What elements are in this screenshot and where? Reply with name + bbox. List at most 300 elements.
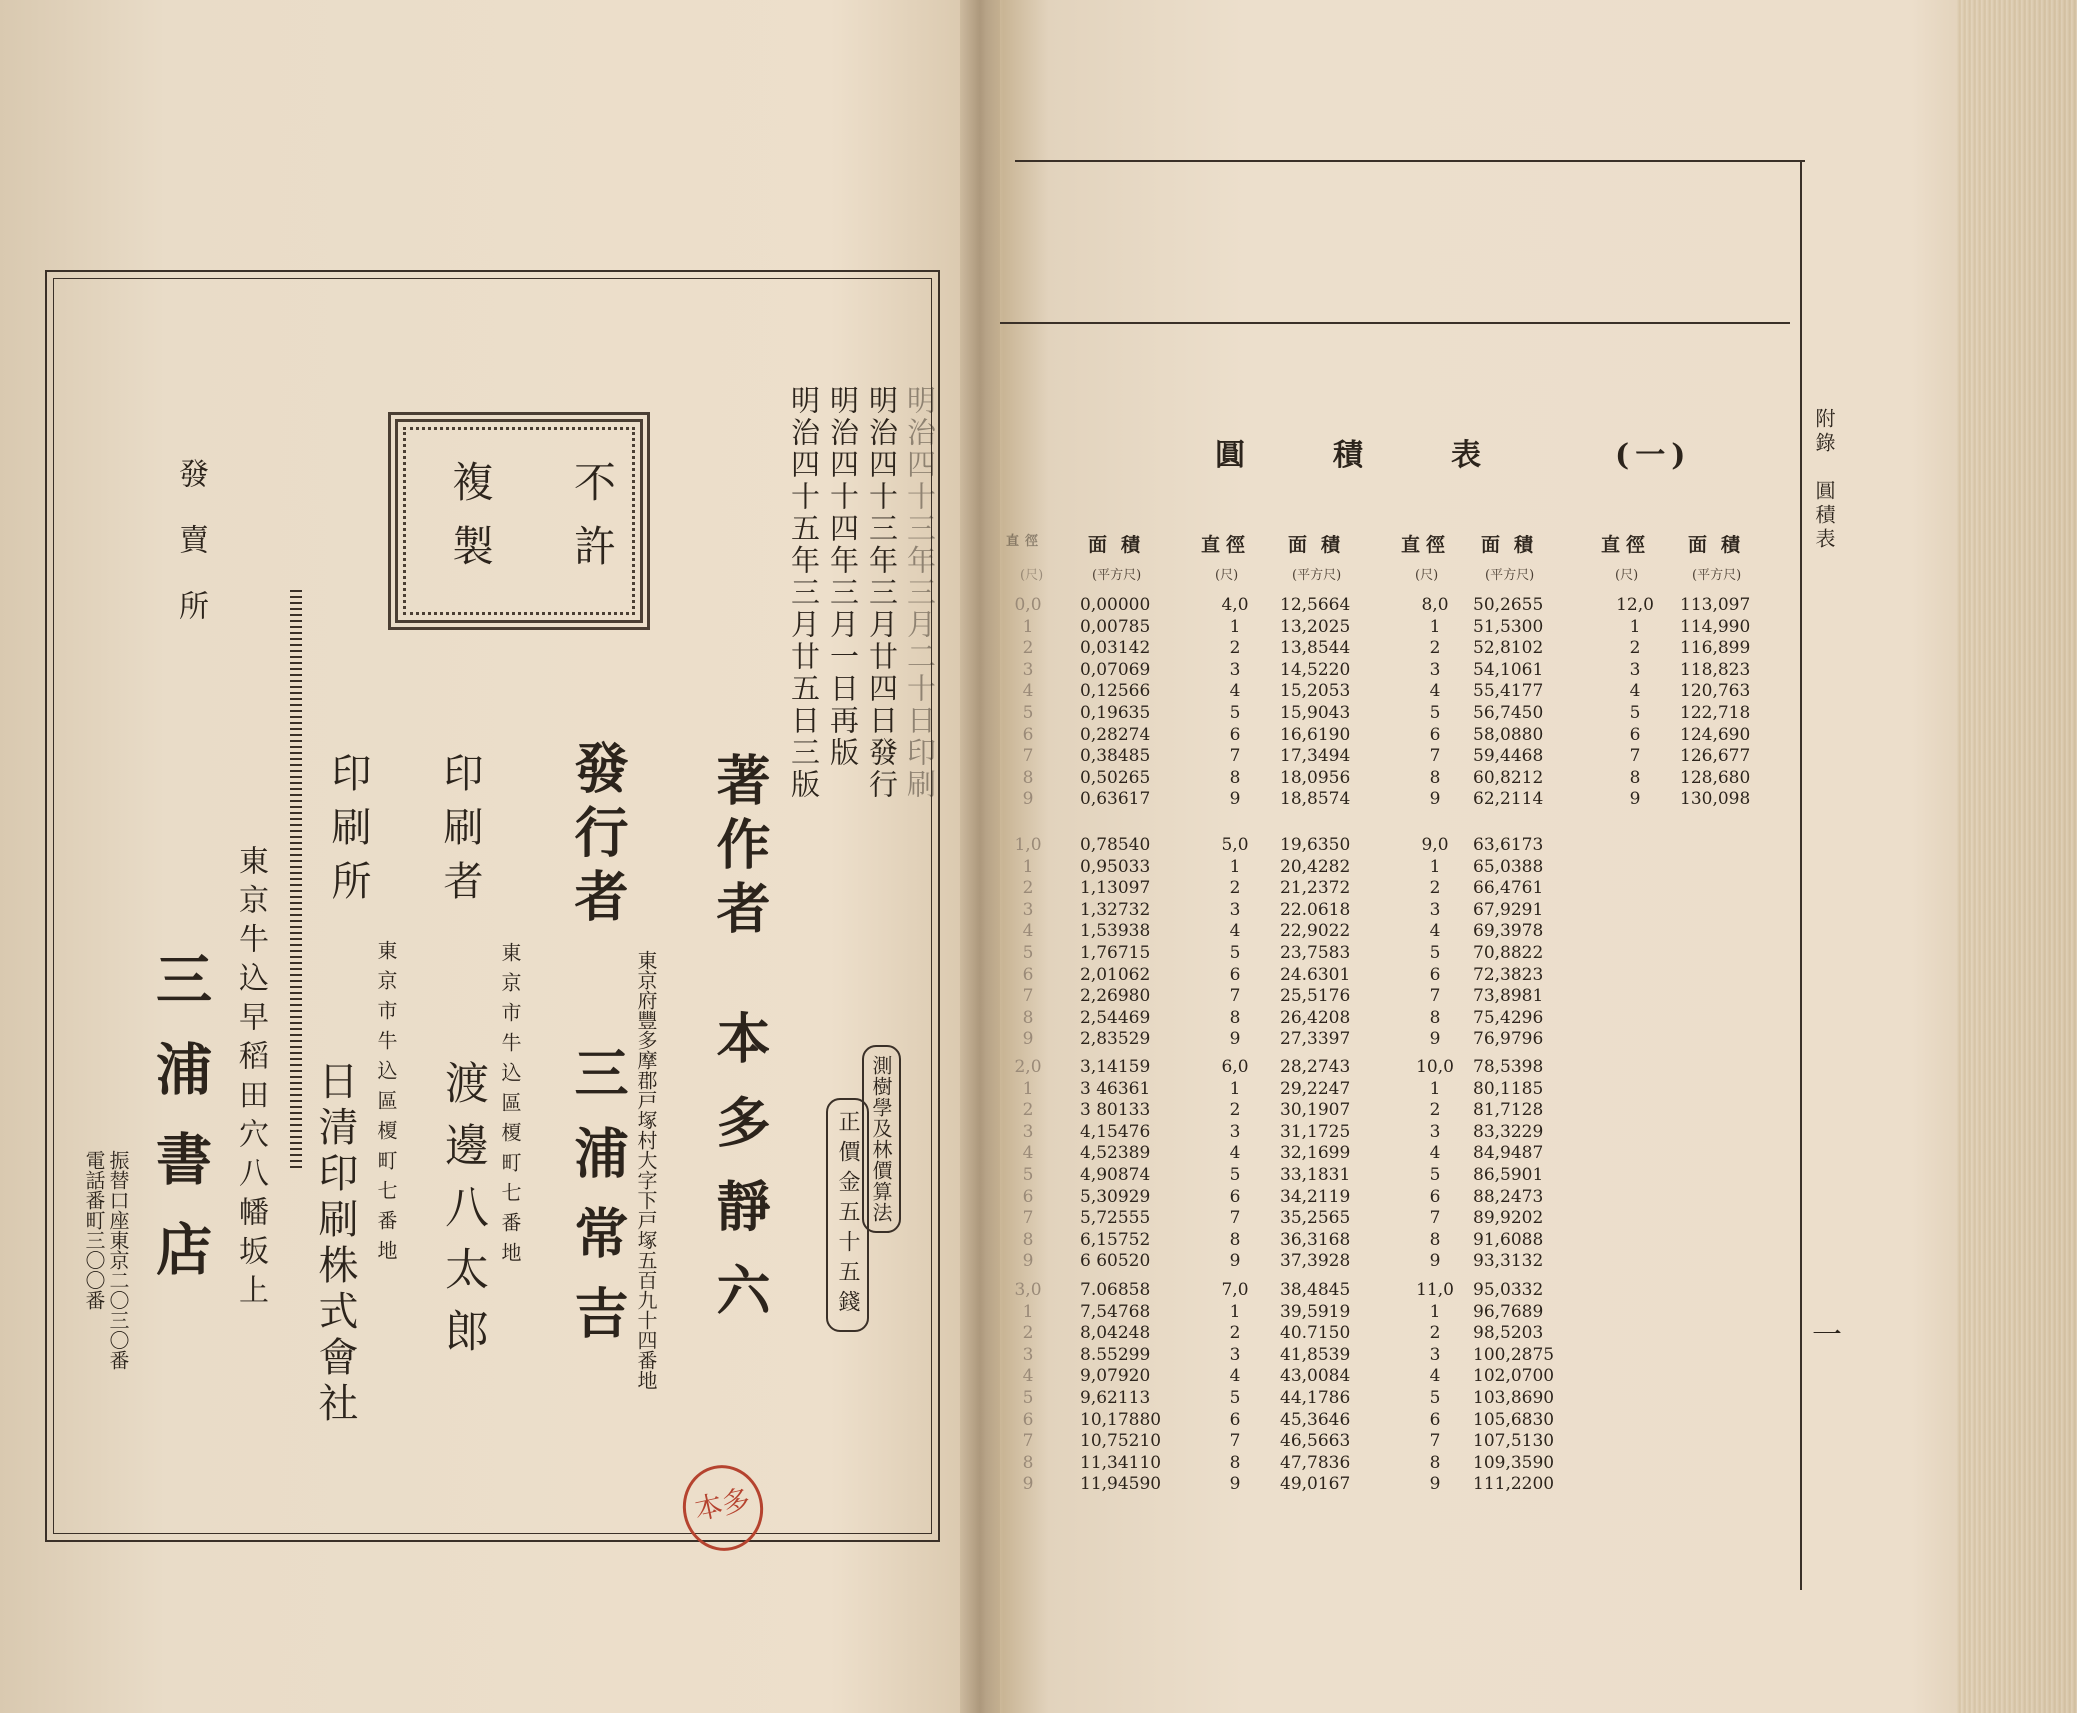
table-cell: 6 [1429,1409,1441,1430]
table-cell: 7 [1022,1208,1034,1229]
table-cell: 126,677 [1680,746,1751,767]
table-cell: 1 [1229,856,1241,877]
table-cell: 72,3823 [1473,964,1544,985]
table-column-d3-group-4 [1405,1280,1465,1496]
table-cell: 1,53938 [1080,921,1151,942]
table-cell: 8 [1022,1452,1034,1473]
table-cell: 7 [1429,1208,1441,1229]
table-cell: 26,4208 [1280,1007,1351,1028]
publish-date-line: 明治四十三年三月廿四日發行 [865,385,899,801]
table-cell: 96,7689 [1473,1301,1544,1322]
table-column-a3-group-4 [1473,1280,1593,1496]
table-cell: 67,9291 [1473,899,1544,920]
table-cell: 1 [1429,616,1441,637]
header-diameter-unit-2: (尺) [1215,568,1239,583]
table-cell: 1 [1022,1078,1034,1099]
table-cell: 7 [1429,746,1441,767]
table-cell: 4 [1229,681,1241,702]
table-cell: 21,2372 [1280,878,1351,899]
table-cell: 31,1725 [1280,1121,1351,1142]
author-label: 著作者 [708,752,772,944]
header-area-unit-4: (平方尺) [1692,568,1742,583]
header-area-unit-1: (平方尺) [1092,568,1142,583]
table-cell: 20,4282 [1280,856,1351,877]
table-cell: 29,2247 [1280,1078,1351,1099]
table-cell: 49,0167 [1280,1474,1351,1495]
table-cell: 76,9796 [1473,1029,1544,1050]
table-cell: 8 [1022,1007,1034,1028]
table-cell: 3 [1429,1344,1441,1365]
table-column-a1-group-3 [1080,1057,1190,1273]
table-cell: 56,7450 [1473,702,1544,723]
table-cell: 1 [1022,616,1034,637]
table-cell: 4 [1429,681,1441,702]
table-cell: 50,2655 [1473,595,1544,615]
table-cell: 8 [1022,1229,1034,1250]
table-cell: 8 [1229,1452,1241,1473]
table-cell: 5 [1229,1164,1241,1185]
table-cell: 8 [1229,1007,1241,1028]
wavy-divider [290,590,302,1170]
third-edition-date-line: 明治四十五年三月廿五日三版 [787,385,821,801]
table-cell: 36,3168 [1280,1229,1351,1250]
seller-name: 三浦書店 [147,950,213,1310]
table-cell: 3 [1022,899,1034,920]
table-cell: 73,8981 [1473,986,1544,1007]
table-cell: 9,62113 [1080,1387,1151,1408]
table-column-d2-group-2 [1205,835,1265,1051]
table-cell: 35,2565 [1280,1208,1351,1229]
table-cell: 24.6301 [1280,964,1351,985]
table-cell: 4 [1022,1143,1034,1164]
table-cell: 51,5300 [1473,616,1544,637]
table-cell: 32,1699 [1280,1143,1351,1164]
table-cell: 27,3397 [1280,1029,1351,1050]
table-cell: 3 80133 [1080,1100,1151,1121]
table-cell: 0,28274 [1080,724,1151,745]
table-cell: 2 [1022,1100,1034,1121]
table-cell: 5 [1229,942,1241,963]
table-cell: 6 [1429,724,1441,745]
header-area-2: 面積 [1288,534,1355,556]
table-cell: 45,3646 [1280,1409,1351,1430]
table-column-d2-group-3 [1205,1057,1265,1273]
table-cell: 8,04248 [1080,1323,1151,1344]
table-cell: 19,6350 [1280,835,1351,855]
table-cell: 111,2200 [1473,1474,1555,1495]
table-cell: 4 [1229,1143,1241,1164]
table-cell: 6 [1429,1186,1441,1207]
table-cell: 5 [1022,702,1034,723]
table-column-d2-group-1 [1205,595,1265,811]
table-cell: 107,5130 [1473,1431,1555,1452]
table-cell: 9,07920 [1080,1366,1151,1387]
table-cell: 9 [1229,789,1241,810]
table-cell: 2,26980 [1080,986,1151,1007]
table-cell: 3,0 [1014,1280,1042,1300]
table-cell: 83,3229 [1473,1121,1544,1142]
table-cell: 28,2743 [1280,1057,1351,1077]
table-cell: 41,8539 [1280,1344,1351,1365]
table-cell: 6 [1429,964,1441,985]
table-cell: 0,03142 [1080,638,1151,659]
table-column-c1-group-2 [1010,835,1046,1051]
table-cell: 78,5398 [1473,1057,1544,1077]
table-cell: 1 [1429,856,1441,877]
price-box: 正價金五十五錢 [826,1098,869,1332]
table-cell: 58,0880 [1473,724,1544,745]
table-cell: 38,4845 [1280,1280,1351,1300]
table-cell: 124,690 [1680,724,1751,745]
table-cell: 69,3978 [1473,921,1544,942]
table-cell: 55,4177 [1473,681,1544,702]
table-cell: 2 [1229,878,1241,899]
table-cell: 6 60520 [1080,1251,1151,1272]
header-area-1: 面積 [1088,534,1155,556]
table-cell: 7 [1229,986,1241,1007]
header-area-unit-2: (平方尺) [1292,568,1342,583]
table-cell: 2 [1429,638,1441,659]
table-cell: 6,0 [1221,1057,1249,1077]
table-column-a1-group-1 [1080,595,1190,811]
table-cell: 1 [1429,1078,1441,1099]
table-cell: 3 [1022,659,1034,680]
table-cell: 4 [1022,1366,1034,1387]
table-cell: 6 [1022,1186,1034,1207]
table-cell: 18,0956 [1280,767,1351,788]
table-cell: 54,1061 [1473,659,1544,680]
table-cell: 9 [1022,1029,1034,1050]
top-rule [1015,160,1805,162]
table-cell: 59,4468 [1473,746,1544,767]
page-number: 一 [1812,1318,1842,1353]
table-cell: 13,8544 [1280,638,1351,659]
table-cell: 4 [1429,1366,1441,1387]
table-cell: 0,07069 [1080,659,1151,680]
table-cell: 9 [1429,1474,1441,1495]
table-cell: 3 [1022,1344,1034,1365]
table-cell: 23,7583 [1280,942,1351,963]
table-cell: 11,34110 [1080,1452,1162,1473]
table-cell: 3 [1229,659,1241,680]
no-reproduction-text-1: 不許 [568,460,617,588]
table-cell: 7 [1629,746,1641,767]
table-cell: 30,1907 [1280,1100,1351,1121]
table-cell: 8 [1429,767,1441,788]
table-cell: 113,097 [1680,595,1751,615]
table-cell: 120,763 [1680,681,1751,702]
table-cell: 6 [1229,1409,1241,1430]
table-cell: 4 [1429,1143,1441,1164]
table-cell: 80,1185 [1473,1078,1544,1099]
table-cell: 7 [1022,746,1034,767]
seller-label: 發賣所 [173,458,208,656]
table-cell: 4 [1229,1366,1241,1387]
table-column-a3-group-1 [1473,595,1593,811]
table-cell: 7 [1229,1208,1241,1229]
table-column-a1-group-4 [1080,1280,1190,1496]
table-cell: 1,0 [1014,835,1042,855]
table-cell: 47,7836 [1280,1452,1351,1473]
table-cell: 52,8102 [1473,638,1544,659]
publisher-address: 東京府豐多摩郡戸塚村大字下戸塚五百九十四番地 [634,950,658,1390]
table-cell: 46,5663 [1280,1431,1351,1452]
table-cell: 1,32732 [1080,899,1151,920]
table-cell: 63,6173 [1473,835,1544,855]
table-cell: 9 [1229,1029,1241,1050]
table-column-a3-group-2 [1473,835,1593,1051]
table-cell: 3 [1229,1121,1241,1142]
table-cell: 8 [1429,1452,1441,1473]
table-cell: 2 [1022,638,1034,659]
table-cell: 5 [1022,1387,1034,1408]
table-cell: 11,94590 [1080,1474,1162,1495]
table-column-c1-group-4 [1010,1280,1046,1496]
table-cell: 17,3494 [1280,746,1351,767]
table-cell: 4 [1022,681,1034,702]
table-cell: 65,0388 [1473,856,1544,877]
table-cell: 2 [1229,638,1241,659]
table-column-a4-group-1 [1680,595,1790,811]
table-cell: 103,8690 [1473,1387,1555,1408]
table-cell: 10,75210 [1080,1431,1162,1452]
table-cell: 6 [1229,724,1241,745]
table-cell: 5,0 [1221,835,1249,855]
publisher-label: 發行者 [566,740,630,932]
table-cell: 114,990 [1680,616,1751,637]
table-column-c1-group-3 [1010,1057,1046,1273]
table-cell: 1,76715 [1080,942,1151,963]
table-cell: 2,01062 [1080,964,1151,985]
running-head: 附錄 圓積表 [1812,408,1836,552]
author-name: 本多靜六 [708,1010,772,1346]
table-cell: 7,0 [1221,1280,1249,1300]
table-cell: 2 [1229,1323,1241,1344]
table-column-a2-group-1 [1280,595,1390,811]
table-column-a3-group-3 [1473,1057,1593,1273]
table-cell: 3,14159 [1080,1057,1151,1077]
table-cell: 0,0 [1014,595,1042,615]
table-cell: 62,2114 [1473,789,1544,810]
table-cell: 8 [1429,1007,1441,1028]
header-area-unit-3: (平方尺) [1485,568,1535,583]
table-cell: 40.7150 [1280,1323,1351,1344]
table-column-c1-group-1 [1010,595,1046,811]
table-cell: 9 [1229,1251,1241,1272]
seller-phone: 電話番町三〇〇番 [82,1150,106,1310]
seller-address: 東京牛込早稻田穴八幡坂上 [233,845,268,1313]
table-cell: 39,5919 [1280,1301,1351,1322]
table-cell: 2 [1629,638,1641,659]
table-cell: 0,63617 [1080,789,1151,810]
table-cell: 43,0084 [1280,1366,1351,1387]
table-cell: 95,0332 [1473,1280,1544,1300]
table-cell: 128,680 [1680,767,1751,788]
table-cell: 9 [1022,1251,1034,1272]
header-rule [1000,322,1790,324]
table-cell: 118,823 [1680,659,1751,680]
header-diameter-1: 直徑 [1006,534,1045,549]
table-cell: 37,3928 [1280,1251,1351,1272]
table-cell: 9 [1429,789,1441,810]
table-cell: 2,54469 [1080,1007,1151,1028]
table-cell: 105,6830 [1473,1409,1555,1430]
right-margin-rule [1800,160,1802,1590]
table-cell: 13,2025 [1280,616,1351,637]
table-cell: 122,718 [1680,702,1751,723]
table-cell: 3 [1229,899,1241,920]
table-cell: 4 [1429,921,1441,942]
table-cell: 12,5664 [1280,595,1351,615]
header-diameter-4: 直徑 [1601,534,1652,556]
table-cell: 1 [1022,1301,1034,1322]
table-cell: 8 [1229,767,1241,788]
table-cell: 0,95033 [1080,856,1151,877]
table-cell: 25,5176 [1280,986,1351,1007]
table-cell: 7 [1429,986,1441,1007]
page-edges [1957,0,2077,1713]
table-cell: 6 [1022,724,1034,745]
table-cell: 5 [1429,1387,1441,1408]
table-cell: 109,3590 [1473,1452,1555,1473]
table-cell: 100,2875 [1473,1344,1555,1365]
table-cell: 5 [1229,702,1241,723]
table-cell: 4 [1229,921,1241,942]
table-cell: 5 [1022,942,1034,963]
book-title-box: 測樹學及林價算法 [862,1045,901,1233]
table-cell: 15,2053 [1280,681,1351,702]
table-cell: 5,30929 [1080,1186,1151,1207]
table-cell: 11,0 [1416,1280,1454,1300]
table-cell: 2,83529 [1080,1029,1151,1050]
table-cell: 8 [1229,1229,1241,1250]
table-cell: 0,00785 [1080,616,1151,637]
table-cell: 2 [1022,1323,1034,1344]
table-cell: 8 [1429,1229,1441,1250]
table-cell: 14,5220 [1280,659,1351,680]
book-gutter [960,0,1000,1713]
table-cell: 5 [1429,942,1441,963]
table-cell: 9,0 [1421,835,1449,855]
table-cell: 7 [1229,746,1241,767]
table-cell: 91,6088 [1473,1229,1544,1250]
table-cell: 2 [1229,1100,1241,1121]
table-cell: 34,2119 [1280,1186,1351,1207]
table-cell: 4 [1022,921,1034,942]
table-cell: 6 [1629,724,1641,745]
table-cell: 1 [1022,856,1034,877]
table-column-a1-group-2 [1080,835,1190,1051]
print-date-line: 明治四十三年三月二十日印刷 [903,385,937,801]
table-cell: 33,1831 [1280,1164,1351,1185]
author-seal-stamp: 本多 [675,1458,771,1559]
table-cell: 1 [1229,1301,1241,1322]
header-area-3: 面積 [1481,534,1548,556]
table-cell: 75,4296 [1473,1007,1544,1028]
table-cell: 7 [1229,1431,1241,1452]
table-cell: 0,00000 [1080,595,1151,615]
table-cell: 3 [1429,659,1441,680]
header-diameter-2: 直徑 [1201,534,1252,556]
table-cell: 0,19635 [1080,702,1151,723]
table-cell: 6 [1229,964,1241,985]
table-cell: 5 [1429,702,1441,723]
table-cell: 70,8822 [1473,942,1544,963]
table-cell: 0,50265 [1080,767,1151,788]
table-cell: 2,0 [1014,1057,1042,1077]
table-cell: 18,8574 [1280,789,1351,810]
table-cell: 9 [1429,1251,1441,1272]
table-cell: 15,9043 [1280,702,1351,723]
table-cell: 44,1786 [1280,1387,1351,1408]
table-cell: 4 [1629,681,1641,702]
table-cell: 4,15476 [1080,1121,1151,1142]
table-cell: 8 [1022,767,1034,788]
table-cell: 7 [1022,986,1034,1007]
header-diameter-unit-4: (尺) [1615,568,1639,583]
table-cell: 2 [1022,878,1034,899]
table-cell: 5 [1429,1164,1441,1185]
table-cell: 1 [1229,1078,1241,1099]
table-cell: 2 [1429,1323,1441,1344]
table-column-d3-group-1 [1405,595,1465,811]
table-cell: 6,15752 [1080,1229,1151,1250]
table-column-d4-group-1 [1605,595,1665,811]
table-cell: 9 [1022,1474,1034,1495]
table-cell: 86,5901 [1473,1164,1544,1185]
table-column-a2-group-4 [1280,1280,1390,1496]
print-office-label: 印刷所 [325,752,371,914]
table-column-d3-group-3 [1405,1057,1465,1273]
table-cell: 2 [1429,1100,1441,1121]
no-reproduction-text-2: 複製 [446,460,495,588]
table-cell: 4,52389 [1080,1143,1151,1164]
table-title: 圓積表 [1215,438,1569,473]
table-cell: 1 [1229,616,1241,637]
table-cell: 6 [1022,1409,1034,1430]
table-cell: 10,0 [1416,1057,1454,1077]
table-cell: 7,54768 [1080,1301,1151,1322]
table-column-a2-group-2 [1280,835,1390,1051]
table-cell: 7 [1022,1431,1034,1452]
table-cell: 88,2473 [1473,1186,1544,1207]
table-cell: 66,4761 [1473,878,1544,899]
table-cell: 9 [1229,1474,1241,1495]
table-cell: 5,72555 [1080,1208,1151,1229]
table-number: (一) [1615,438,1692,473]
table-cell: 9 [1629,789,1641,810]
table-column-a2-group-3 [1280,1057,1390,1273]
table-cell: 6 [1229,1186,1241,1207]
table-cell: 12,0 [1616,595,1654,615]
table-cell: 5 [1629,702,1641,723]
table-cell: 22,9022 [1280,921,1351,942]
table-cell: 93,3132 [1473,1251,1544,1272]
table-cell: 102,0700 [1473,1366,1555,1387]
table-cell: 5 [1229,1387,1241,1408]
printer-label: 印刷者 [437,752,483,914]
table-cell: 3 [1629,659,1641,680]
table-cell: 6 [1022,964,1034,985]
table-cell: 0,78540 [1080,835,1151,855]
table-cell: 3 [1229,1344,1241,1365]
table-cell: 7.06858 [1080,1280,1151,1300]
table-column-d2-group-4 [1205,1280,1265,1496]
table-cell: 84,9487 [1473,1143,1544,1164]
reprint-date-line: 明治四十四年三月一日再版 [826,385,860,769]
table-cell: 1 [1429,1301,1441,1322]
seller-account: 振替口座東京二〇三〇番 [106,1150,130,1370]
